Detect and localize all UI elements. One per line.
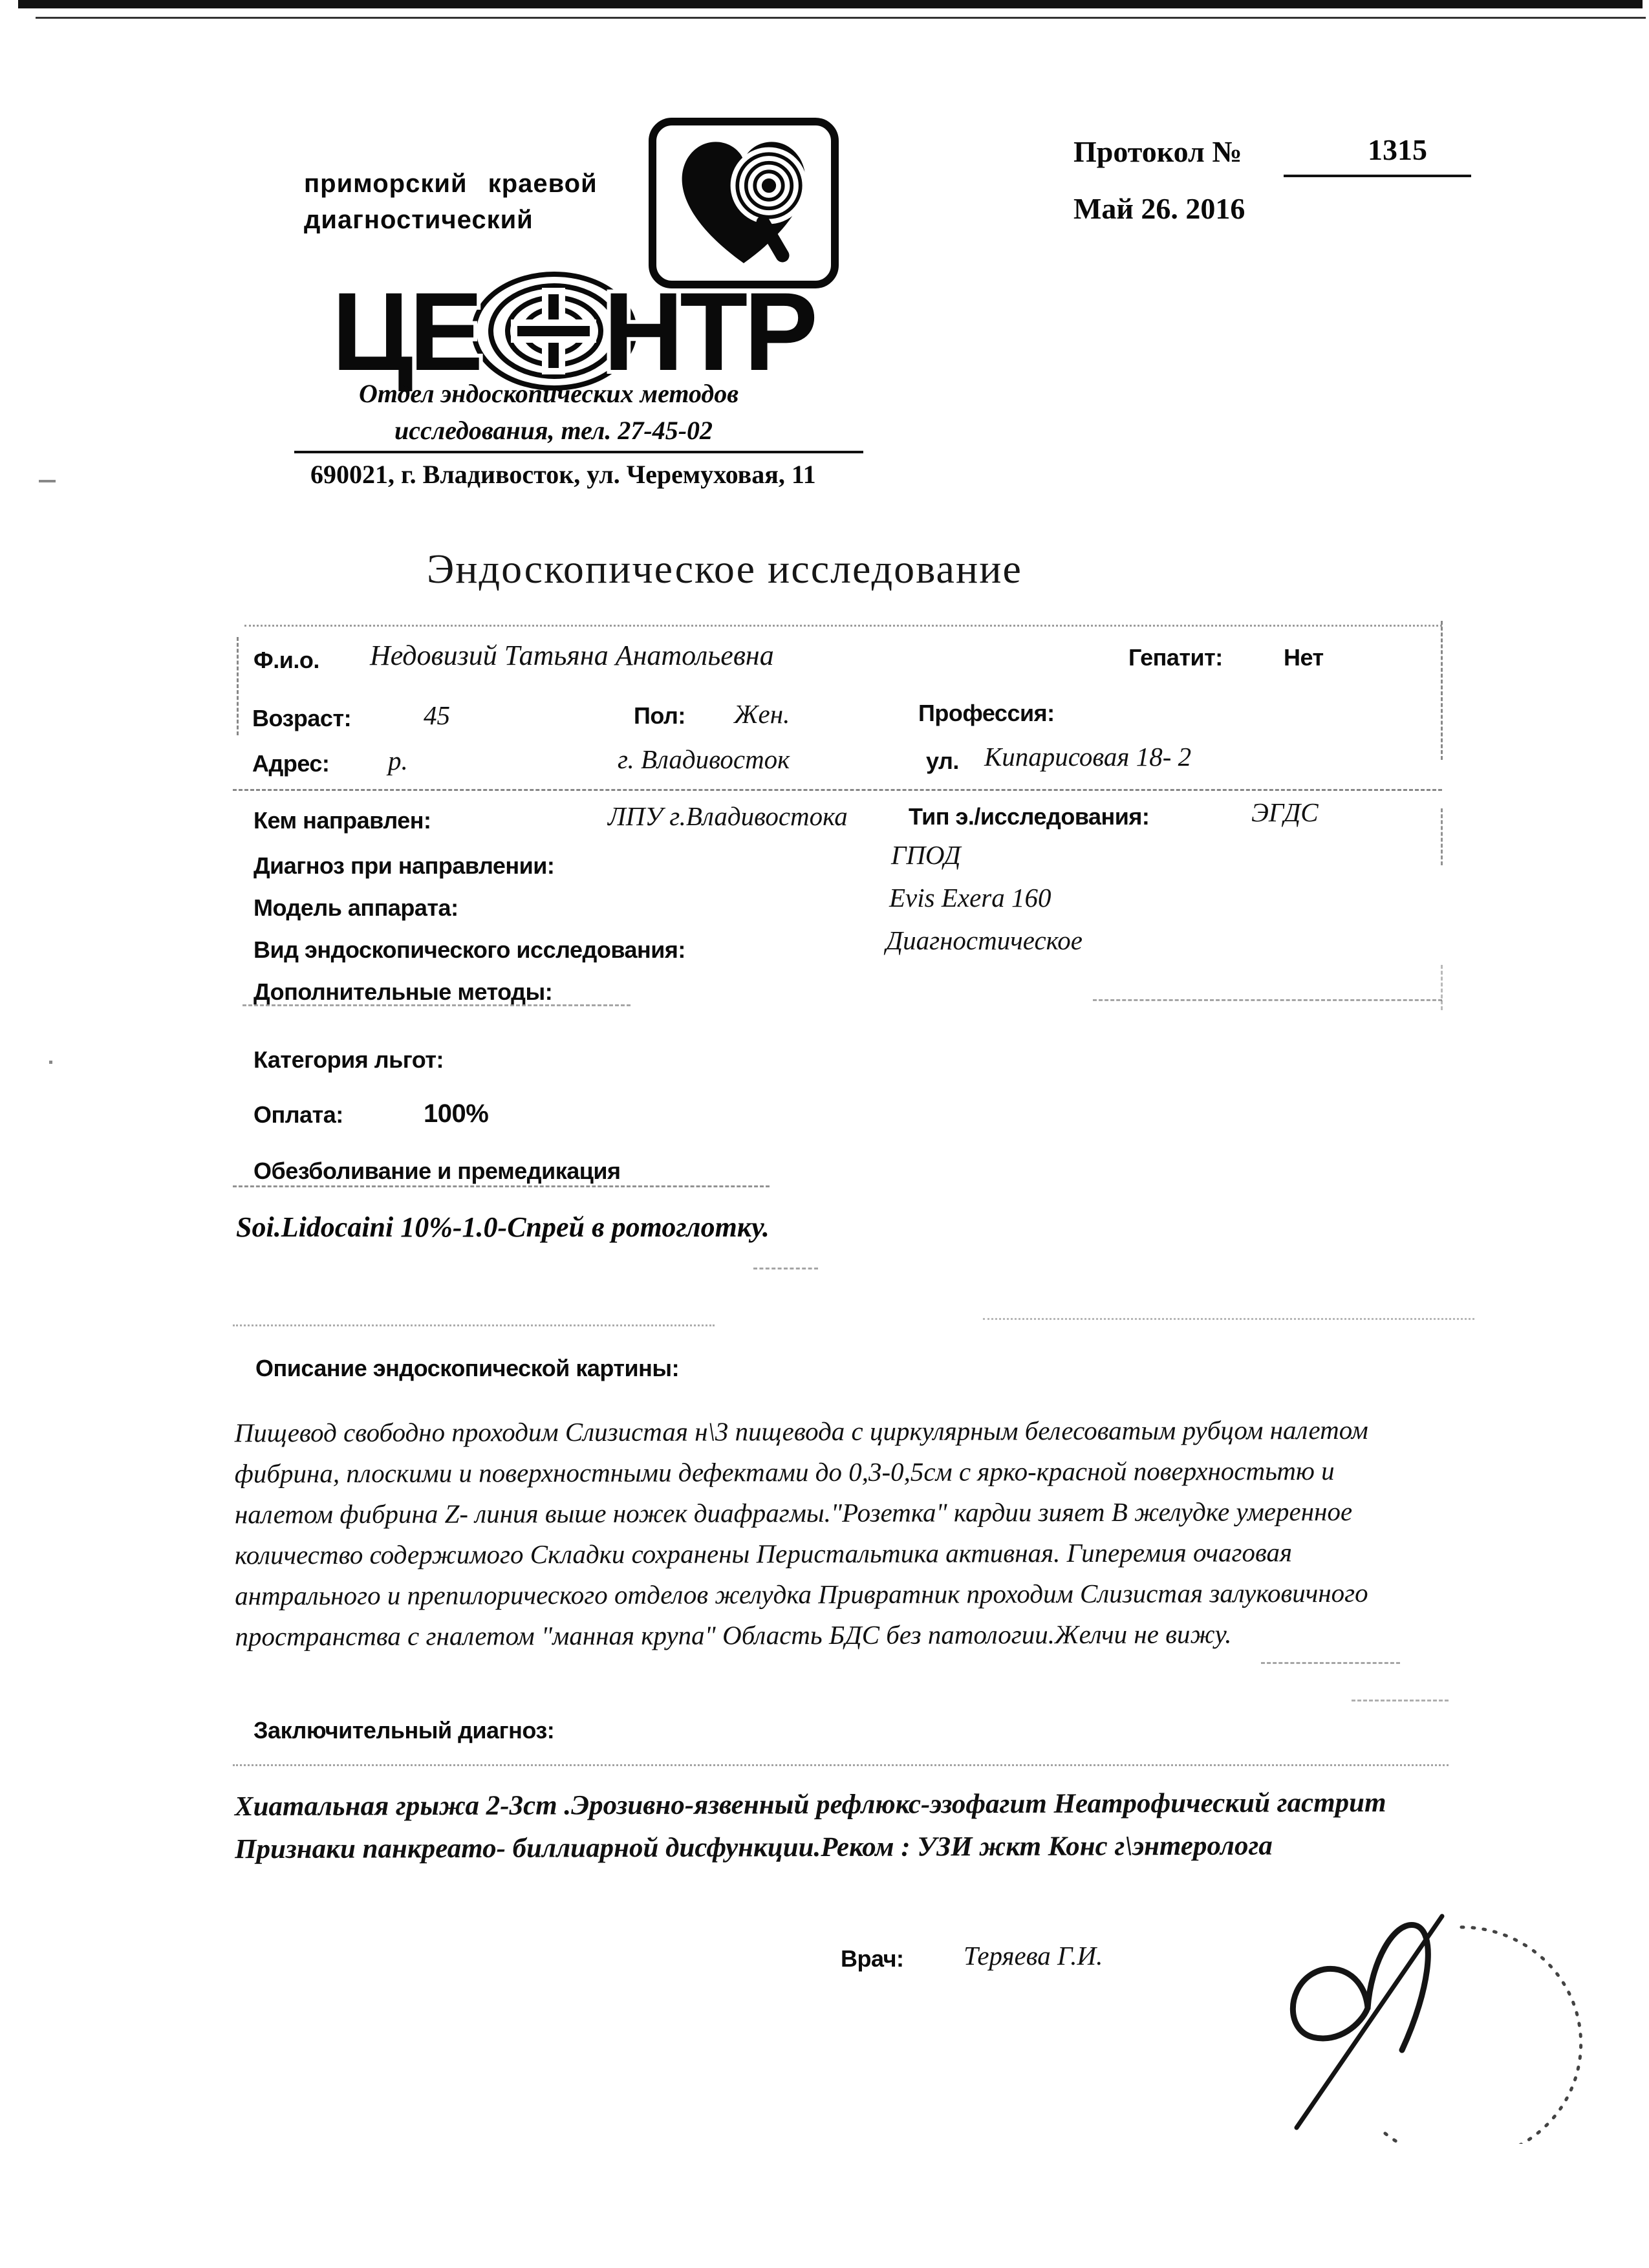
hepatitis-label: Гепатит: [1128,644,1223,671]
protocol-date: Май 26. 2016 [1073,192,1245,225]
org-name-line2: диагностический [304,206,534,234]
sex-label: Пол: [634,702,685,729]
age-value: 45 [424,700,450,730]
street-label: ул. [926,748,959,774]
referral-diagnosis-value: ГПОД [891,840,961,870]
exam-type-label: Тип э./исследования: [909,803,1150,830]
medication-line: Soi.Lidocaini 10%-1.0-Спрей в ротоглотку. [236,1211,770,1243]
dashed-border-right [1441,965,1443,1010]
dashed-line [233,1764,1449,1766]
scan-top-bar [18,0,1643,8]
protocol-underline [1284,175,1471,177]
address-value: р. [388,746,408,775]
fio-label: Ф.и.о. [253,647,319,673]
conclusion-text: Хиатальная грыжа 2-3ст .Эрозивно-язвенный рефлюкс-эзофагит Неатрофический гастрит Признаки панкреато- биллиарной дисфункции.Реком : УЗИ жкт Конс г\энтеролога [234,1787,1386,1865]
description-label: Описание эндоскопической картины: [255,1355,680,1381]
referrer-label: Кем направлен: [253,807,431,834]
heart-fingerprint-logo-icon [647,115,841,291]
scan-speck [49,1061,52,1064]
org-name-line1: приморский краевой [304,169,598,198]
extra-methods-label: Дополнительные методы: [253,978,553,1005]
dashed-line [1352,1700,1449,1701]
profession-label: Профессия: [918,700,1055,726]
anesthesia-label: Обезболивание и премедикация [253,1158,621,1184]
header-rule [294,451,863,453]
dashed-border-left [237,637,239,735]
street-value: Кипарисовая 18- 2 [984,742,1192,772]
description-text: Пищевод свободно проходим Слизистая н\3 пищевода с циркулярным белесоватым рубцом налетом фибрина, плоскими и поверхностными дефектами до 0,3-0,5см с ярко-красной поверхностьтю и налетом фибрина Z- линия выше ножек диафрагмы."Розетка" кардии зияет В желудке умеренное количество содержимого Складки сохранены Перистальтика активная. Гиперемия очаговая антрального и препилорического отделов желудка Привратник проходим Слизистая залуковичного пространства с гналетом "манная крупа" Область БДС без патологии.Желчи не вижу. [234,1414,1368,1652]
org-address: 690021, г. Владивосток, ул. Черемуховая, 11 [310,460,816,489]
protocol-label: Протокол № [1073,135,1242,168]
dashed-line [233,1324,715,1326]
age-label: Возраст: [252,705,352,731]
exam-type-value: ЭГДС [1251,797,1319,827]
category-label: Категория льгот: [253,1046,444,1073]
scan-top-rule [36,17,1646,19]
city-value: г. Владивосток [618,744,790,774]
dept-line1: Отдел эндоскопических методов [359,379,739,408]
dashed-line [983,1318,1474,1320]
dashed-border-right [1441,808,1443,865]
center-logo [327,272,850,391]
payment-value: 100% [424,1099,489,1128]
dashed-border-right [1441,621,1443,760]
sex-value: Жен. [734,699,790,729]
doctor-label: Врач: [841,1945,904,1972]
dashed-line [233,789,1442,791]
dashed-line [233,1185,770,1187]
referral-diagnosis-label: Диагноз при направлении: [253,852,555,879]
protocol-number: 1315 [1368,133,1427,166]
address-label: Адрес: [252,750,330,777]
dashed-line [753,1268,818,1269]
dept-line2: исследования, тел. 27-45-02 [394,416,713,445]
fio-value: Недовизий Татьяна Анатольевна [370,640,774,671]
dashed-line [1261,1662,1400,1664]
page-title: Эндоскопическое исследование [427,546,1022,592]
exam-kind-value: Диагностическое [886,925,1083,955]
dashed-line [244,625,1442,627]
doctor-name: Теряева Г.И. [964,1941,1103,1971]
svg-text:НТР: НТР [603,272,814,391]
dashed-line [1093,999,1442,1001]
exam-kind-label: Вид эндоскопического исследования: [253,936,685,963]
payment-label: Оплата: [253,1101,343,1128]
conclusion-label: Заключительный диагноз: [253,1717,555,1744]
doctor-signature [1248,1905,1610,2144]
referrer-value: ЛПУ г.Владивостока [608,801,848,831]
device-label: Модель аппарата: [253,894,458,921]
dashed-line [242,1004,630,1006]
svg-text:ЦЕ: ЦЕ [332,272,480,391]
scan-speck [39,480,56,482]
hepatitis-value: Нет [1284,644,1324,671]
device-value: Evis Exera 160 [889,883,1051,913]
